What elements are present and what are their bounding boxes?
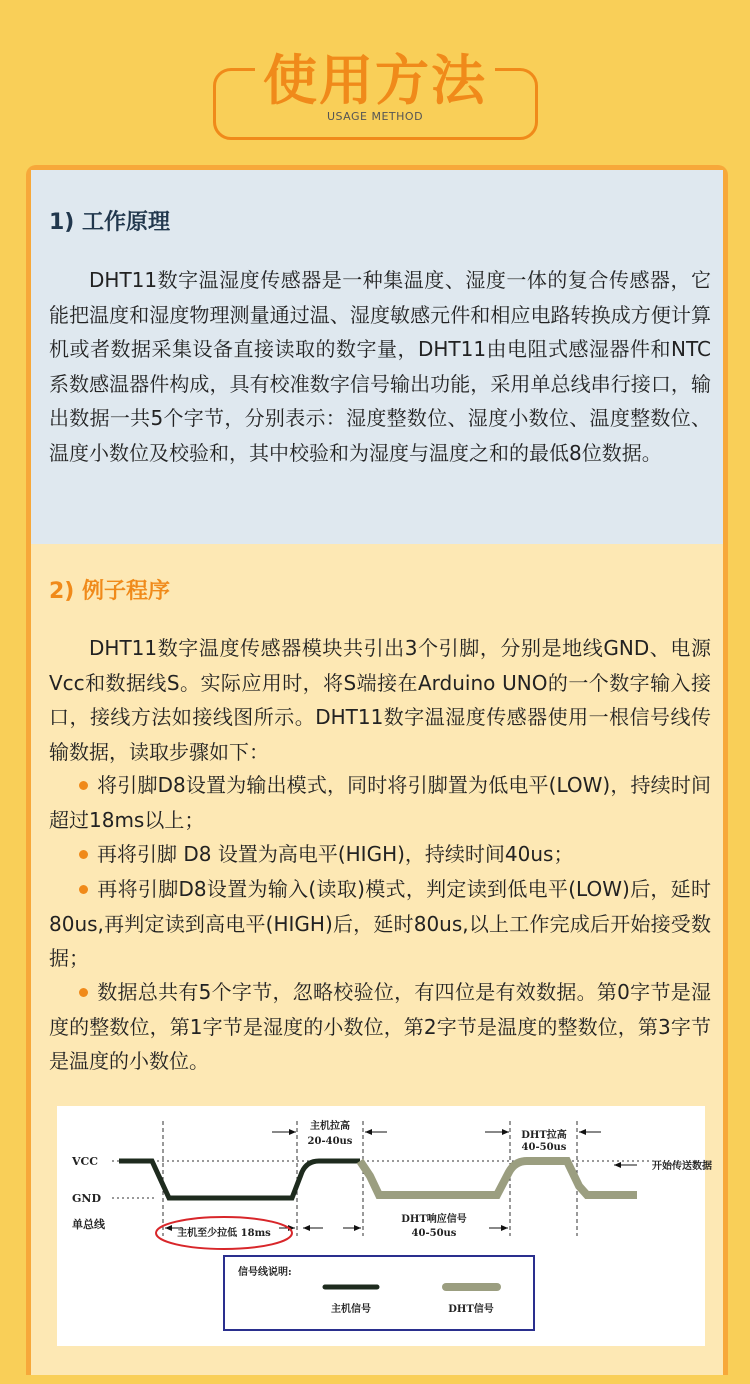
content-card xyxy=(26,165,728,1375)
dht-pull-high-label: DHT拉高 xyxy=(521,1130,567,1141)
bullet-icon xyxy=(79,885,88,894)
section-working-principle xyxy=(31,170,723,544)
legend-title: 信号线说明: xyxy=(238,1267,292,1278)
gnd-label: GND xyxy=(72,1192,101,1205)
bullet-icon xyxy=(79,781,88,790)
step-item: 将引脚D8设置为输出模式，同时将引脚置为低电平(LOW)，持续时间超过18ms以上； xyxy=(49,773,711,832)
start-data-label: 开始传送数据 xyxy=(652,1161,712,1172)
page-subtitle: USAGE METHOD xyxy=(326,110,424,123)
section-heading: 2) 例子程序 xyxy=(49,579,171,604)
host-signal-trace xyxy=(119,1161,360,1198)
page-header xyxy=(0,0,750,165)
step-item: 再将引脚D8设置为输入(读取)模式，判定读到低电平(LOW)后，延时80us,再判定读到高电平(HIGH)后，延时80us,以上工作完成后开始接受数据； xyxy=(49,877,711,970)
section-example-program xyxy=(31,544,723,1384)
legend-dht-label: DHT信号 xyxy=(448,1304,494,1315)
page-title: 使用方法 xyxy=(263,49,487,112)
dht-signal-trace xyxy=(360,1161,637,1195)
host-pull-high-label: 主机拉高 xyxy=(310,1121,350,1132)
dht-response-time: 40-50us xyxy=(411,1228,457,1239)
section-heading: 1) 工作原理 xyxy=(49,210,171,235)
host-pull-low-label: 主机至少拉低 18ms xyxy=(177,1228,271,1239)
host-pull-high-time: 20-40us xyxy=(307,1136,353,1147)
section-intro: DHT11数字温度传感器模块共引出3个引脚，分别是地线GND、电源Vcc和数据线S。实际应用时，将S端接在Arduino UNO的一个数字输入接口，接线方法如接线图所示。DHT11数字温湿度传感器使用一根信号线传输数据，读取步骤如下： xyxy=(49,636,711,764)
timing-diagram xyxy=(57,1106,712,1346)
dht-pull-high-time: 40-50us xyxy=(521,1142,567,1153)
vcc-label: VCC xyxy=(72,1155,99,1168)
section-body: DHT11数字温湿度传感器是一种集温度、湿度一体的复合传感器，它能把温度和湿度物理测量通过温、湿度敏感元件和相应电路转换成方便计算机或者数据采集设备直接读取的数字量，DHT11由电阻式感湿器件和NTC系数感温器件构成，具有校准数字信号输出功能，采用单总线串行接口，输出数据一共5个字节，分别表示：湿度整数位、湿度小数位、温度整数位、温度小数位及校验和，其中校验和为湿度与温度之和的最低8位数据。 xyxy=(49,268,711,465)
bullet-icon xyxy=(79,850,88,859)
bullet-icon xyxy=(79,988,88,997)
bus-label: 单总线 xyxy=(72,1218,105,1231)
dht-response-label: DHT响应信号 xyxy=(401,1214,467,1225)
timing-diagram-svg xyxy=(57,1106,712,1346)
step-item: 数据总共有5个字节，忽略校验位，有四位是有效数据。第0字节是湿度的整数位，第1字节是湿度的小数位，第2字节是温度的整数位，第3字节是温度的小数位。 xyxy=(49,980,711,1073)
step-item: 再将引脚 D8 设置为高电平(HIGH)，持续时间40us； xyxy=(49,837,711,872)
legend-host-label: 主机信号 xyxy=(331,1304,371,1315)
